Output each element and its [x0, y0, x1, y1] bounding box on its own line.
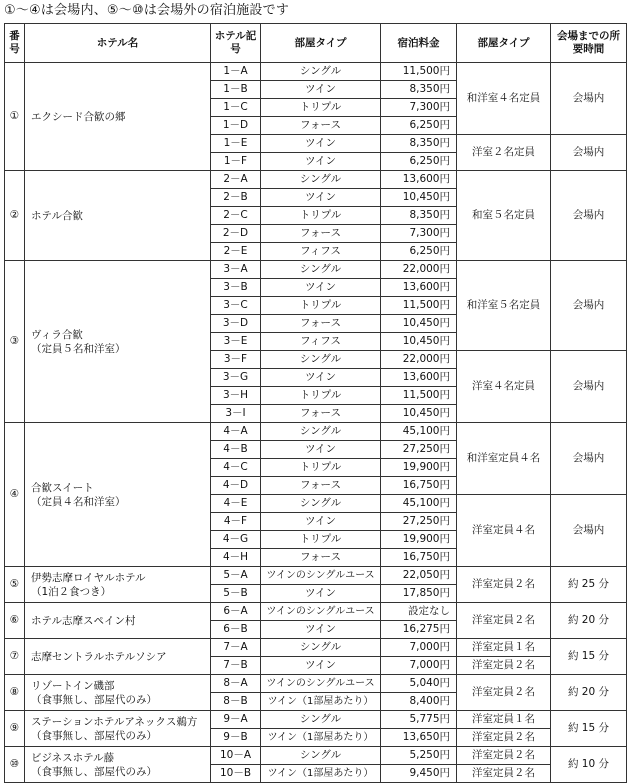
room-price: 8,350円 — [381, 207, 457, 225]
page-heading: ①〜④は会場内、⑤〜⑩は会場外の宿泊施設です — [4, 3, 290, 18]
hotel-number: ③ — [5, 261, 25, 423]
room-code: 4－C — [211, 459, 261, 477]
room-price: 11,500円 — [381, 387, 457, 405]
hotel-number: ⑩ — [5, 747, 25, 783]
hotel-number: ⑤ — [5, 567, 25, 603]
header-travel-time: 会場までの所要時間 — [551, 24, 627, 63]
room-code: 1－B — [211, 81, 261, 99]
room-code: 1－D — [211, 117, 261, 135]
room-code: 1－C — [211, 99, 261, 117]
room-type: トリプル — [261, 207, 381, 225]
room-type: フォース — [261, 225, 381, 243]
room-price: 10,450円 — [381, 315, 457, 333]
room-code: 5－A — [211, 567, 261, 585]
room-type: トリプル — [261, 387, 381, 405]
room-price: 27,250円 — [381, 513, 457, 531]
room-price: 8,400円 — [381, 693, 457, 711]
room-category: 和洋室５名定員 — [457, 261, 551, 351]
room-type: シングル — [261, 351, 381, 369]
room-code: 3－A — [211, 261, 261, 279]
room-code: 10－A — [211, 747, 261, 765]
room-category: 洋室定員２名 — [457, 675, 551, 711]
room-price: 10,450円 — [381, 333, 457, 351]
room-category: 洋室定員４名 — [457, 495, 551, 567]
room-type: ツイン（1部屋あたり） — [261, 729, 381, 747]
header-room-type: 部屋タイプ — [261, 24, 381, 63]
room-price: 7,300円 — [381, 99, 457, 117]
hotel-name: ホテル合歓 — [25, 171, 211, 261]
travel-time: 会場内 — [551, 63, 627, 135]
room-type: トリプル — [261, 297, 381, 315]
room-type: ツイン（1部屋あたり） — [261, 693, 381, 711]
room-code: 10－B — [211, 765, 261, 783]
room-price: 19,900円 — [381, 531, 457, 549]
room-code: 7－B — [211, 657, 261, 675]
room-code: 5－B — [211, 585, 261, 603]
table-row — [5, 675, 627, 693]
room-code: 1－F — [211, 153, 261, 171]
travel-time: 会場内 — [551, 495, 627, 567]
header-row — [5, 24, 627, 63]
table-row — [5, 423, 627, 441]
room-type: ツイン — [261, 81, 381, 99]
hotel-number: ② — [5, 171, 25, 261]
room-code: 2－B — [211, 189, 261, 207]
room-category: 和洋室４名定員 — [457, 63, 551, 135]
travel-time: 約 20 分 — [551, 675, 627, 711]
hotel-number: ⑦ — [5, 639, 25, 675]
hotel-name: エクシード合歓の郷 — [25, 63, 211, 171]
room-type: ツイン — [261, 657, 381, 675]
room-code: 2－A — [211, 171, 261, 189]
room-price: 5,040円 — [381, 675, 457, 693]
room-code: 9－B — [211, 729, 261, 747]
header-number: 番号 — [5, 24, 25, 63]
room-type: フィフス — [261, 333, 381, 351]
hotel-number: ④ — [5, 423, 25, 567]
room-code: 2－D — [211, 225, 261, 243]
hotel-name: 志摩セントラルホテルソシア — [25, 639, 211, 675]
room-category: 洋室定員２名 — [457, 747, 551, 765]
table-row — [5, 603, 627, 621]
room-code: 4－H — [211, 549, 261, 567]
header-hotel-name: ホテル名 — [25, 24, 211, 63]
room-code: 6－B — [211, 621, 261, 639]
room-category: 洋室定員１名 — [457, 711, 551, 729]
room-price: 22,050円 — [381, 567, 457, 585]
hotel-name: ホテル志摩スペイン村 — [25, 603, 211, 639]
room-type: シングル — [261, 423, 381, 441]
table-row — [5, 171, 627, 189]
room-type: ツイン — [261, 153, 381, 171]
room-type: シングル — [261, 747, 381, 765]
room-category: 和室５名定員 — [457, 171, 551, 261]
room-code: 4－A — [211, 423, 261, 441]
room-price: 27,250円 — [381, 441, 457, 459]
hotel-number: ⑧ — [5, 675, 25, 711]
room-price: 13,600円 — [381, 369, 457, 387]
room-code: 4－D — [211, 477, 261, 495]
room-type: ツイン — [261, 279, 381, 297]
room-type: フォース — [261, 405, 381, 423]
room-code: 4－G — [211, 531, 261, 549]
hotel-number: ① — [5, 63, 25, 171]
room-type: ツイン — [261, 369, 381, 387]
room-price: 16,750円 — [381, 477, 457, 495]
room-type: フォース — [261, 477, 381, 495]
room-price: 5,250円 — [381, 747, 457, 765]
room-code: 3－D — [211, 315, 261, 333]
hotel-number: ⑨ — [5, 711, 25, 747]
header-price: 宿泊料金 — [381, 24, 457, 63]
room-price: 11,500円 — [381, 63, 457, 81]
table-row — [5, 747, 627, 765]
room-type: ツイン — [261, 585, 381, 603]
room-type: シングル — [261, 495, 381, 513]
room-code: 3－C — [211, 297, 261, 315]
room-code: 4－B — [211, 441, 261, 459]
room-code: 4－F — [211, 513, 261, 531]
room-price: 13,650円 — [381, 729, 457, 747]
room-price: 5,775円 — [381, 711, 457, 729]
room-price: 13,600円 — [381, 279, 457, 297]
room-type: ツイン — [261, 189, 381, 207]
header-hotel-code: ホテル記号 — [211, 24, 261, 63]
room-category: 洋室定員２名 — [457, 603, 551, 639]
room-type: トリプル — [261, 459, 381, 477]
travel-time: 約 10 分 — [551, 747, 627, 783]
room-category: 洋室２名定員 — [457, 135, 551, 171]
room-type: フォース — [261, 315, 381, 333]
table-row — [5, 261, 627, 279]
room-category: 洋室定員２名 — [457, 657, 551, 675]
hotel-name: 伊勢志摩ロイヤルホテル （1泊２食つき） — [25, 567, 211, 603]
room-price: 7,000円 — [381, 657, 457, 675]
header-room-category: 部屋タイプ — [457, 24, 551, 63]
hotel-number: ⑥ — [5, 603, 25, 639]
hotel-name: ステーションホテルアネックス鵜方 （食事無し、部屋代のみ） — [25, 711, 211, 747]
table-row — [5, 711, 627, 729]
room-type: ツイン — [261, 441, 381, 459]
table-row — [5, 639, 627, 657]
room-type: トリプル — [261, 99, 381, 117]
table-row — [5, 567, 627, 585]
room-price: 16,275円 — [381, 621, 457, 639]
room-type: ツインのシングルユース — [261, 603, 381, 621]
room-price: 11,500円 — [381, 297, 457, 315]
room-code: 8－A — [211, 675, 261, 693]
room-price: 設定なし — [381, 603, 457, 621]
room-type: ツインのシングルユース — [261, 567, 381, 585]
room-code: 3－F — [211, 351, 261, 369]
room-code: 3－I — [211, 405, 261, 423]
room-type: ツイン — [261, 513, 381, 531]
room-code: 3－H — [211, 387, 261, 405]
room-type: シングル — [261, 639, 381, 657]
room-code: 1－A — [211, 63, 261, 81]
room-type: ツイン — [261, 135, 381, 153]
room-type: フォース — [261, 117, 381, 135]
room-price: 22,000円 — [381, 261, 457, 279]
room-code: 3－E — [211, 333, 261, 351]
room-price: 6,250円 — [381, 153, 457, 171]
room-price: 17,850円 — [381, 585, 457, 603]
table-body — [5, 63, 627, 783]
hotel-name: 合歓スイート （定員４名和洋室） — [25, 423, 211, 567]
room-price: 7,300円 — [381, 225, 457, 243]
room-price: 13,600円 — [381, 171, 457, 189]
travel-time: 会場内 — [551, 261, 627, 351]
room-type: ツイン — [261, 621, 381, 639]
travel-time: 会場内 — [551, 423, 627, 495]
room-code: 3－B — [211, 279, 261, 297]
room-price: 19,900円 — [381, 459, 457, 477]
room-category: 洋室定員２名 — [457, 567, 551, 603]
room-price: 6,250円 — [381, 117, 457, 135]
room-price: 7,000円 — [381, 639, 457, 657]
room-price: 9,450円 — [381, 765, 457, 783]
room-code: 2－C — [211, 207, 261, 225]
room-code: 2－E — [211, 243, 261, 261]
room-price: 8,350円 — [381, 135, 457, 153]
room-type: シングル — [261, 171, 381, 189]
travel-time: 会場内 — [551, 351, 627, 423]
room-price: 22,000円 — [381, 351, 457, 369]
room-type: シングル — [261, 711, 381, 729]
hotel-table — [4, 23, 627, 783]
room-price: 45,100円 — [381, 495, 457, 513]
room-code: 6－A — [211, 603, 261, 621]
room-price: 45,100円 — [381, 423, 457, 441]
room-category: 洋室定員２名 — [457, 765, 551, 783]
room-price: 10,450円 — [381, 189, 457, 207]
room-type: トリプル — [261, 531, 381, 549]
room-category: 洋室定員２名 — [457, 729, 551, 747]
hotel-name: ビジネスホテル藤 （食事無し、部屋代のみ） — [25, 747, 211, 783]
travel-time: 約 15 分 — [551, 711, 627, 747]
room-type: フォース — [261, 549, 381, 567]
travel-time: 約 15 分 — [551, 639, 627, 675]
travel-time: 会場内 — [551, 171, 627, 261]
room-code: 3－G — [211, 369, 261, 387]
room-category: 洋室定員１名 — [457, 639, 551, 657]
travel-time: 約 20 分 — [551, 603, 627, 639]
room-price: 6,250円 — [381, 243, 457, 261]
hotel-name: リゾートイン磯部 （食事無し、部屋代のみ） — [25, 675, 211, 711]
room-code: 7－A — [211, 639, 261, 657]
room-type: ツイン（1部屋あたり） — [261, 765, 381, 783]
room-type: シングル — [261, 63, 381, 81]
room-code: 4－E — [211, 495, 261, 513]
room-code: 1－E — [211, 135, 261, 153]
room-category: 洋室４名定員 — [457, 351, 551, 423]
room-code: 8－B — [211, 693, 261, 711]
travel-time: 約 25 分 — [551, 567, 627, 603]
room-type: シングル — [261, 261, 381, 279]
room-code: 9－A — [211, 711, 261, 729]
room-price: 16,750円 — [381, 549, 457, 567]
hotel-name: ヴィラ合歓 （定員５名和洋室） — [25, 261, 211, 423]
room-price: 8,350円 — [381, 81, 457, 99]
travel-time: 会場内 — [551, 135, 627, 171]
table-row — [5, 63, 627, 81]
room-category: 和洋室定員４名 — [457, 423, 551, 495]
room-type: フィフス — [261, 243, 381, 261]
room-type: ツインのシングルユース — [261, 675, 381, 693]
room-price: 10,450円 — [381, 405, 457, 423]
